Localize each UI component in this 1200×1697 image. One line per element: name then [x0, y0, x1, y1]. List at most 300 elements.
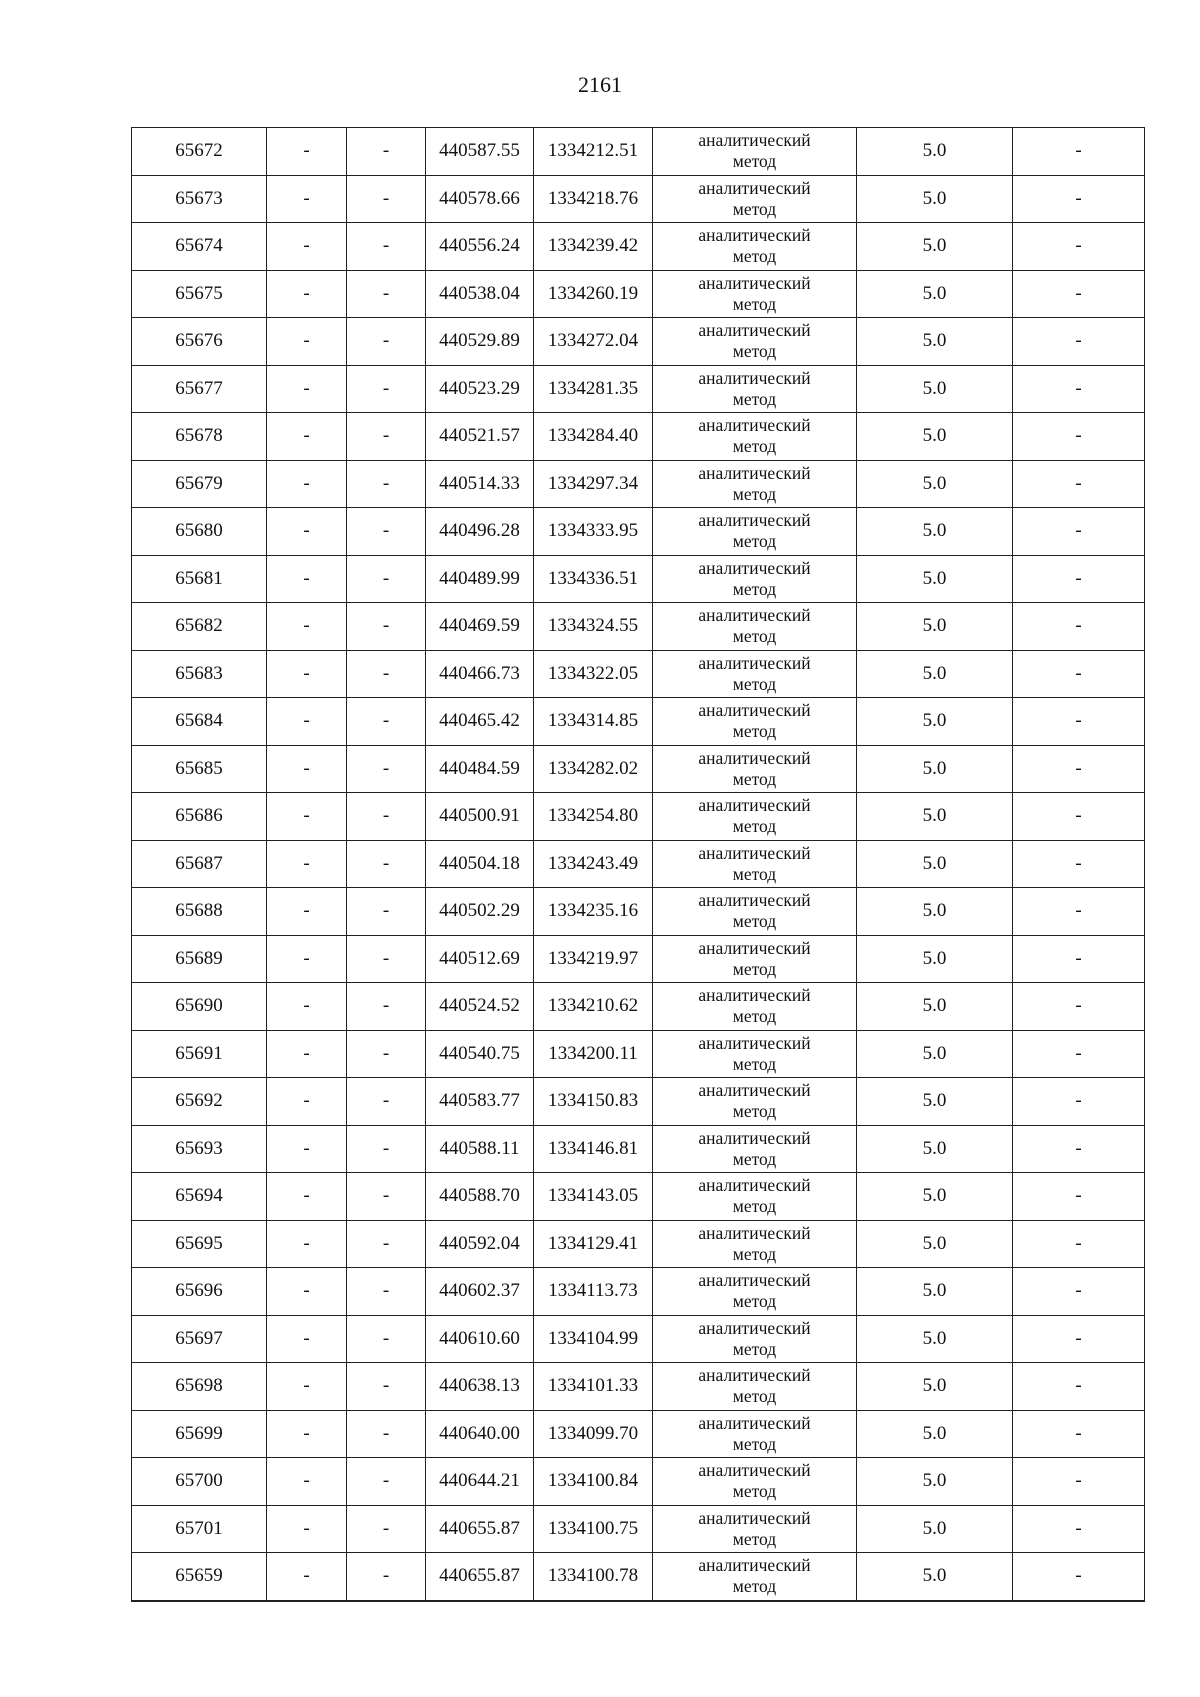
empty-value-cell: - — [267, 270, 347, 318]
method-text-line2: метод — [732, 1528, 777, 1549]
method-text-line1: аналитический — [698, 177, 811, 198]
method-text-line2: метод — [732, 531, 777, 552]
empty-value-cell: - — [347, 318, 426, 366]
method-text-line2: метод — [732, 1101, 777, 1122]
table-row — [132, 935, 1145, 983]
empty-value-cell: - — [267, 365, 347, 413]
method-cell — [653, 983, 857, 1031]
empty-value-cell: - — [267, 1363, 347, 1411]
method-text-line1: аналитический — [698, 1270, 811, 1291]
table-row — [132, 1458, 1145, 1506]
method-cell — [653, 508, 857, 556]
method-text-line1: аналитический — [698, 747, 811, 768]
empty-value-cell: - — [1013, 1410, 1145, 1458]
empty-value-cell: - — [347, 793, 426, 841]
empty-value-cell: - — [347, 1458, 426, 1506]
empty-value-cell: - — [267, 603, 347, 651]
y-coordinate-cell: 1334143.05 — [534, 1173, 653, 1221]
method-text-line1: аналитический — [698, 652, 811, 673]
y-coordinate-cell: 1334235.16 — [534, 888, 653, 936]
method-cell — [653, 460, 857, 508]
x-coordinate-cell: 440524.52 — [426, 983, 534, 1031]
accuracy-cell: 5.0 — [857, 650, 1013, 698]
method-text-line1: аналитический — [698, 415, 811, 436]
table-row — [132, 1268, 1145, 1316]
method-text-line2: метод — [732, 768, 777, 789]
method-text-line1: аналитический — [698, 130, 811, 151]
table-row — [132, 1125, 1145, 1173]
point-number-cell: 65701 — [132, 1505, 267, 1553]
method-text-line2: метод — [732, 578, 777, 599]
empty-value-cell: - — [267, 1173, 347, 1221]
method-text-line1: аналитический — [698, 1175, 811, 1196]
empty-value-cell: - — [267, 128, 347, 176]
empty-value-cell: - — [1013, 650, 1145, 698]
method-text-line1: аналитический — [698, 225, 811, 246]
point-number-cell: 65685 — [132, 745, 267, 793]
method-text-line2: метод — [732, 1386, 777, 1407]
empty-value-cell: - — [1013, 698, 1145, 746]
empty-value-cell: - — [1013, 888, 1145, 936]
y-coordinate-cell: 1334100.78 — [534, 1553, 653, 1601]
point-number-cell: 65692 — [132, 1078, 267, 1126]
point-number-cell: 65682 — [132, 603, 267, 651]
y-coordinate-cell: 1334150.83 — [534, 1078, 653, 1126]
empty-value-cell: - — [267, 698, 347, 746]
empty-value-cell: - — [267, 935, 347, 983]
table-row — [132, 1363, 1145, 1411]
empty-value-cell: - — [347, 1173, 426, 1221]
accuracy-cell: 5.0 — [857, 460, 1013, 508]
x-coordinate-cell: 440465.42 — [426, 698, 534, 746]
point-number-cell: 65695 — [132, 1220, 267, 1268]
empty-value-cell: - — [347, 1030, 426, 1078]
method-cell — [653, 1363, 857, 1411]
method-cell — [653, 1458, 857, 1506]
accuracy-cell: 5.0 — [857, 270, 1013, 318]
empty-value-cell: - — [1013, 555, 1145, 603]
method-cell — [653, 603, 857, 651]
method-text-line1: аналитический — [698, 557, 811, 578]
y-coordinate-cell: 1334146.81 — [534, 1125, 653, 1173]
x-coordinate-cell: 440540.75 — [426, 1030, 534, 1078]
empty-value-cell: - — [347, 935, 426, 983]
empty-value-cell: - — [267, 175, 347, 223]
table-row — [132, 555, 1145, 603]
accuracy-cell: 5.0 — [857, 698, 1013, 746]
accuracy-cell: 5.0 — [857, 555, 1013, 603]
point-number-cell: 65688 — [132, 888, 267, 936]
accuracy-cell: 5.0 — [857, 175, 1013, 223]
table-row — [132, 793, 1145, 841]
table-row — [132, 1173, 1145, 1221]
accuracy-cell: 5.0 — [857, 508, 1013, 556]
method-cell — [653, 365, 857, 413]
method-cell — [653, 1315, 857, 1363]
y-coordinate-cell: 1334099.70 — [534, 1410, 653, 1458]
empty-value-cell: - — [1013, 1458, 1145, 1506]
empty-value-cell: - — [347, 1315, 426, 1363]
x-coordinate-cell: 440514.33 — [426, 460, 534, 508]
empty-value-cell: - — [347, 888, 426, 936]
empty-value-cell: - — [1013, 1268, 1145, 1316]
method-text-line2: метод — [732, 1196, 777, 1217]
y-coordinate-cell: 1334272.04 — [534, 318, 653, 366]
method-cell — [653, 1173, 857, 1221]
accuracy-cell: 5.0 — [857, 1220, 1013, 1268]
accuracy-cell: 5.0 — [857, 745, 1013, 793]
x-coordinate-cell: 440610.60 — [426, 1315, 534, 1363]
x-coordinate-cell: 440529.89 — [426, 318, 534, 366]
method-text-line2: метод — [732, 436, 777, 457]
empty-value-cell: - — [347, 1125, 426, 1173]
x-coordinate-cell: 440523.29 — [426, 365, 534, 413]
method-cell — [653, 793, 857, 841]
point-number-cell: 65659 — [132, 1553, 267, 1601]
table-row — [132, 888, 1145, 936]
method-cell — [653, 888, 857, 936]
empty-value-cell: - — [1013, 1125, 1145, 1173]
x-coordinate-cell: 440500.91 — [426, 793, 534, 841]
empty-value-cell: - — [347, 270, 426, 318]
empty-value-cell: - — [347, 1268, 426, 1316]
method-text-line1: аналитический — [698, 985, 811, 1006]
x-coordinate-cell: 440484.59 — [426, 745, 534, 793]
empty-value-cell: - — [1013, 1173, 1145, 1221]
point-number-cell: 65681 — [132, 555, 267, 603]
method-text-line1: аналитический — [698, 700, 811, 721]
empty-value-cell: - — [347, 460, 426, 508]
x-coordinate-cell: 440640.00 — [426, 1410, 534, 1458]
accuracy-cell: 5.0 — [857, 365, 1013, 413]
empty-value-cell: - — [1013, 983, 1145, 1031]
table-row — [132, 460, 1145, 508]
empty-value-cell: - — [267, 983, 347, 1031]
x-coordinate-cell: 440588.70 — [426, 1173, 534, 1221]
y-coordinate-cell: 1334254.80 — [534, 793, 653, 841]
method-cell — [653, 1268, 857, 1316]
table-row — [132, 650, 1145, 698]
method-text-line2: метод — [732, 1148, 777, 1169]
method-text-line2: метод — [732, 388, 777, 409]
y-coordinate-cell: 1334113.73 — [534, 1268, 653, 1316]
method-text-line1: аналитический — [698, 272, 811, 293]
point-number-cell: 65677 — [132, 365, 267, 413]
empty-value-cell: - — [1013, 745, 1145, 793]
method-text-line2: метод — [732, 1006, 777, 1027]
method-cell — [653, 318, 857, 366]
method-text-line2: метод — [732, 151, 777, 172]
method-text-line2: метод — [732, 626, 777, 647]
empty-value-cell: - — [1013, 460, 1145, 508]
method-text-line1: аналитический — [698, 510, 811, 531]
method-text-line2: метод — [732, 911, 777, 932]
table-row — [132, 365, 1145, 413]
method-text-line2: метод — [732, 1433, 777, 1454]
empty-value-cell: - — [347, 840, 426, 888]
x-coordinate-cell: 440496.28 — [426, 508, 534, 556]
empty-value-cell: - — [267, 460, 347, 508]
x-coordinate-cell: 440502.29 — [426, 888, 534, 936]
method-cell — [653, 1030, 857, 1078]
empty-value-cell: - — [347, 128, 426, 176]
x-coordinate-cell: 440644.21 — [426, 1458, 534, 1506]
point-number-cell: 65687 — [132, 840, 267, 888]
table-row — [132, 1505, 1145, 1553]
method-text-line2: метод — [732, 483, 777, 504]
method-text-line1: аналитический — [698, 1365, 811, 1386]
empty-value-cell: - — [1013, 128, 1145, 176]
method-cell — [653, 1410, 857, 1458]
y-coordinate-cell: 1334314.85 — [534, 698, 653, 746]
empty-value-cell: - — [267, 1220, 347, 1268]
point-number-cell: 65675 — [132, 270, 267, 318]
point-number-cell: 65693 — [132, 1125, 267, 1173]
y-coordinate-cell: 1334260.19 — [534, 270, 653, 318]
empty-value-cell: - — [347, 1078, 426, 1126]
empty-value-cell: - — [267, 888, 347, 936]
empty-value-cell: - — [1013, 935, 1145, 983]
method-text-line1: аналитический — [698, 320, 811, 341]
accuracy-cell: 5.0 — [857, 1078, 1013, 1126]
method-text-line2: метод — [732, 1338, 777, 1359]
point-number-cell: 65674 — [132, 223, 267, 271]
table-row — [132, 413, 1145, 461]
empty-value-cell: - — [1013, 318, 1145, 366]
point-number-cell: 65678 — [132, 413, 267, 461]
x-coordinate-cell: 440655.87 — [426, 1505, 534, 1553]
x-coordinate-cell: 440592.04 — [426, 1220, 534, 1268]
method-text-line2: метод — [732, 246, 777, 267]
table-row — [132, 1553, 1145, 1601]
empty-value-cell: - — [267, 793, 347, 841]
empty-value-cell: - — [267, 1078, 347, 1126]
empty-value-cell: - — [1013, 508, 1145, 556]
accuracy-cell: 5.0 — [857, 318, 1013, 366]
empty-value-cell: - — [1013, 175, 1145, 223]
x-coordinate-cell: 440602.37 — [426, 1268, 534, 1316]
accuracy-cell: 5.0 — [857, 1505, 1013, 1553]
method-text-line2: метод — [732, 1481, 777, 1502]
point-number-cell: 65676 — [132, 318, 267, 366]
y-coordinate-cell: 1334324.55 — [534, 603, 653, 651]
method-text-line2: метод — [732, 1053, 777, 1074]
x-coordinate-cell: 440588.11 — [426, 1125, 534, 1173]
method-text-line2: метод — [732, 198, 777, 219]
point-number-cell: 65691 — [132, 1030, 267, 1078]
table-body — [132, 128, 1145, 1601]
accuracy-cell: 5.0 — [857, 983, 1013, 1031]
accuracy-cell: 5.0 — [857, 1363, 1013, 1411]
y-coordinate-cell: 1334282.02 — [534, 745, 653, 793]
method-cell — [653, 935, 857, 983]
table-row — [132, 508, 1145, 556]
method-text-line2: метод — [732, 721, 777, 742]
table-row — [132, 1078, 1145, 1126]
accuracy-cell: 5.0 — [857, 888, 1013, 936]
table-row — [132, 175, 1145, 223]
method-cell — [653, 745, 857, 793]
method-text-line2: метод — [732, 816, 777, 837]
point-number-cell: 65683 — [132, 650, 267, 698]
empty-value-cell: - — [267, 508, 347, 556]
method-text-line1: аналитический — [698, 795, 811, 816]
method-text-line2: метод — [732, 1576, 777, 1597]
method-text-line1: аналитический — [698, 1412, 811, 1433]
coordinates-table — [131, 127, 1145, 1602]
point-number-cell: 65690 — [132, 983, 267, 1031]
method-text-line1: аналитический — [698, 1507, 811, 1528]
method-cell — [653, 270, 857, 318]
empty-value-cell: - — [1013, 1030, 1145, 1078]
point-number-cell: 65694 — [132, 1173, 267, 1221]
point-number-cell: 65679 — [132, 460, 267, 508]
empty-value-cell: - — [1013, 1315, 1145, 1363]
method-text-line2: метод — [732, 341, 777, 362]
empty-value-cell: - — [1013, 793, 1145, 841]
empty-value-cell: - — [267, 1410, 347, 1458]
empty-value-cell: - — [267, 840, 347, 888]
x-coordinate-cell: 440583.77 — [426, 1078, 534, 1126]
y-coordinate-cell: 1334100.84 — [534, 1458, 653, 1506]
empty-value-cell: - — [1013, 413, 1145, 461]
y-coordinate-cell: 1334284.40 — [534, 413, 653, 461]
method-text-line1: аналитический — [698, 1080, 811, 1101]
y-coordinate-cell: 1334281.35 — [534, 365, 653, 413]
accuracy-cell: 5.0 — [857, 1173, 1013, 1221]
point-number-cell: 65684 — [132, 698, 267, 746]
empty-value-cell: - — [347, 365, 426, 413]
accuracy-cell: 5.0 — [857, 603, 1013, 651]
y-coordinate-cell: 1334212.51 — [534, 128, 653, 176]
accuracy-cell: 5.0 — [857, 223, 1013, 271]
table-row — [132, 270, 1145, 318]
empty-value-cell: - — [267, 555, 347, 603]
empty-value-cell: - — [1013, 1505, 1145, 1553]
empty-value-cell: - — [1013, 1078, 1145, 1126]
y-coordinate-cell: 1334243.49 — [534, 840, 653, 888]
accuracy-cell: 5.0 — [857, 935, 1013, 983]
y-coordinate-cell: 1334322.05 — [534, 650, 653, 698]
method-cell — [653, 128, 857, 176]
y-coordinate-cell: 1334239.42 — [534, 223, 653, 271]
empty-value-cell: - — [347, 603, 426, 651]
empty-value-cell: - — [267, 1315, 347, 1363]
table-row — [132, 745, 1145, 793]
method-cell — [653, 698, 857, 746]
empty-value-cell: - — [1013, 1363, 1145, 1411]
method-cell — [653, 555, 857, 603]
empty-value-cell: - — [267, 745, 347, 793]
y-coordinate-cell: 1334104.99 — [534, 1315, 653, 1363]
y-coordinate-cell: 1334218.76 — [534, 175, 653, 223]
point-number-cell: 65696 — [132, 1268, 267, 1316]
accuracy-cell: 5.0 — [857, 413, 1013, 461]
empty-value-cell: - — [1013, 1220, 1145, 1268]
accuracy-cell: 5.0 — [857, 1315, 1013, 1363]
method-text-line2: метод — [732, 1291, 777, 1312]
point-number-cell: 65686 — [132, 793, 267, 841]
method-cell — [653, 1125, 857, 1173]
point-number-cell: 65698 — [132, 1363, 267, 1411]
table-row — [132, 1410, 1145, 1458]
method-cell — [653, 650, 857, 698]
x-coordinate-cell: 440466.73 — [426, 650, 534, 698]
method-text-line1: аналитический — [698, 462, 811, 483]
point-number-cell: 65680 — [132, 508, 267, 556]
accuracy-cell: 5.0 — [857, 840, 1013, 888]
empty-value-cell: - — [267, 1268, 347, 1316]
method-text-line1: аналитический — [698, 1555, 811, 1576]
table-row — [132, 603, 1145, 651]
accuracy-cell: 5.0 — [857, 1553, 1013, 1601]
y-coordinate-cell: 1334336.51 — [534, 555, 653, 603]
empty-value-cell: - — [347, 983, 426, 1031]
x-coordinate-cell: 440504.18 — [426, 840, 534, 888]
method-cell — [653, 175, 857, 223]
method-text-line2: метод — [732, 1243, 777, 1264]
accuracy-cell: 5.0 — [857, 1268, 1013, 1316]
method-text-line1: аналитический — [698, 1317, 811, 1338]
x-coordinate-cell: 440638.13 — [426, 1363, 534, 1411]
x-coordinate-cell: 440587.55 — [426, 128, 534, 176]
empty-value-cell: - — [347, 698, 426, 746]
method-cell — [653, 413, 857, 461]
empty-value-cell: - — [1013, 603, 1145, 651]
empty-value-cell: - — [347, 745, 426, 793]
empty-value-cell: - — [1013, 840, 1145, 888]
empty-value-cell: - — [1013, 1553, 1145, 1601]
y-coordinate-cell: 1334200.11 — [534, 1030, 653, 1078]
table-row — [132, 1315, 1145, 1363]
x-coordinate-cell: 440655.87 — [426, 1553, 534, 1601]
method-text-line1: аналитический — [698, 1222, 811, 1243]
method-text-line1: аналитический — [698, 1460, 811, 1481]
method-text-line2: метод — [732, 863, 777, 884]
point-number-cell: 65697 — [132, 1315, 267, 1363]
empty-value-cell: - — [347, 508, 426, 556]
method-cell — [653, 1220, 857, 1268]
empty-value-cell: - — [267, 223, 347, 271]
empty-value-cell: - — [1013, 365, 1145, 413]
method-cell — [653, 840, 857, 888]
method-cell — [653, 1078, 857, 1126]
x-coordinate-cell: 440538.04 — [426, 270, 534, 318]
page-number: 2161 — [578, 72, 622, 97]
accuracy-cell: 5.0 — [857, 1030, 1013, 1078]
method-text-line1: аналитический — [698, 842, 811, 863]
table-row — [132, 318, 1145, 366]
empty-value-cell: - — [347, 555, 426, 603]
method-text-line2: метод — [732, 958, 777, 979]
empty-value-cell: - — [347, 1410, 426, 1458]
empty-value-cell: - — [347, 413, 426, 461]
method-cell — [653, 223, 857, 271]
point-number-cell: 65673 — [132, 175, 267, 223]
x-coordinate-cell: 440512.69 — [426, 935, 534, 983]
table-row — [132, 840, 1145, 888]
table-row — [132, 698, 1145, 746]
empty-value-cell: - — [267, 1505, 347, 1553]
empty-value-cell: - — [347, 1363, 426, 1411]
empty-value-cell: - — [1013, 223, 1145, 271]
y-coordinate-cell: 1334297.34 — [534, 460, 653, 508]
y-coordinate-cell: 1334333.95 — [534, 508, 653, 556]
empty-value-cell: - — [267, 1458, 347, 1506]
method-text-line1: аналитический — [698, 890, 811, 911]
method-text-line1: аналитический — [698, 1127, 811, 1148]
empty-value-cell: - — [267, 1030, 347, 1078]
